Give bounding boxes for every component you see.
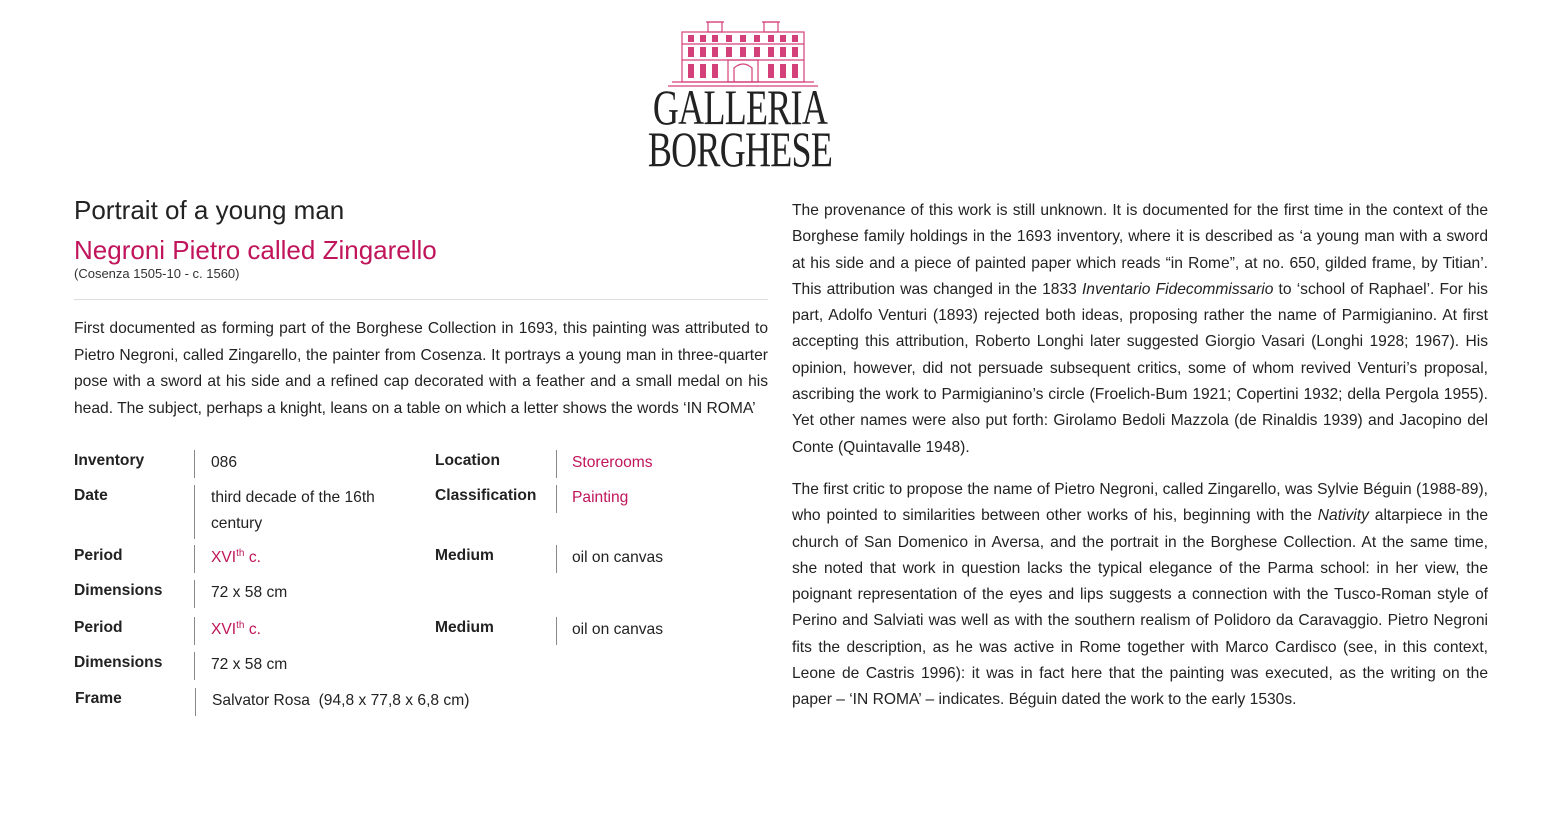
period-sup: th xyxy=(236,547,245,559)
metadata-table xyxy=(74,450,768,720)
separator xyxy=(194,580,195,608)
text-segment: The provenance of this work is still unknown. It is documented for the first time in the context of the Borghese family holdings in the 1693 inventory, where it is described as ‘a young man with a sword at his side and a piece of painted paper which reads “in Rome”, at no. 650, gilded frame, by Titian’. This attribution was changed in the 1833 xyxy=(792,202,1488,298)
artwork-title: Portrait of a young man xyxy=(74,195,345,225)
provenance-text xyxy=(792,198,1488,730)
text-segment: to ‘school of Raphael’. For his part, Adolfo Venturi (1893) rejected both ideas, proposing rather the name of Parmigianino. At first accepting this attribution, Roberto Longhi later suggested Giorgio Vasari (Longhi 1928; 1967). His opinion, however, did not persuade subsequent critics, some of whom revived Venturi’s proposal, ascribing the work to Parmigianino’s circle (Froelich-Bum 1921; Copertini 1932; della Pergola 1955). Yet other names were also put forth: Girolamo Bedoli Mazzola (de Rinaldis 1939) and Jacopino del Conte (Quintavalle 1948). xyxy=(792,280,1488,456)
inventory-label: Inventory xyxy=(74,452,145,469)
artwork-info-panel xyxy=(74,192,768,709)
separator xyxy=(556,485,557,513)
medium-label: Medium xyxy=(435,619,494,636)
separator xyxy=(556,545,557,573)
meta-row-period-2 xyxy=(74,617,768,645)
location-label: Location xyxy=(435,452,500,469)
separator xyxy=(194,617,195,645)
meta-row-frame xyxy=(74,688,768,716)
date-label: Date xyxy=(74,487,108,504)
inventory-value: 086 xyxy=(211,454,238,471)
meta-row-dimensions-2 xyxy=(74,652,768,680)
separator xyxy=(194,450,195,478)
separator xyxy=(194,545,195,573)
provenance-paragraph-2 xyxy=(792,477,1488,714)
classification-link[interactable]: Painting xyxy=(572,489,629,506)
period-base: XVI xyxy=(211,549,237,566)
frame-value: Salvator Rosa (94,8 x 77,8 x 6,8 cm) xyxy=(212,692,470,709)
separator xyxy=(195,688,196,716)
italic-title: Nativity xyxy=(1317,507,1369,525)
separator xyxy=(556,450,557,478)
meta-row-period xyxy=(74,545,768,573)
text-segment: altarpiece in the church of San Domenico in Aversa, and the portrait in the Borghese Collection. At the same time, she noted that work in question lacks the typical elegance of the Parma school: in her view, the poignant representation of the eyes and lips suggests a connection with the Tusco-Roman style of Perino and Salviati was well as with the southern realism of Polidoro da Caravaggio. Pietro Negroni fits the description, as he was active in Rome together with Marco Cardisco (see, in this context, Leone de Castris 1996): it was in fact here that the painting was executed, as the writing on the paper – ‘IN ROMA’ – indicates. Béguin dated the work to the early 1530s. xyxy=(792,507,1488,709)
artwork-description: First documented as forming part of the Borghese Collection in 1693, this painting was attributed to Pietro Negroni, called Zingarello, the painter from Cosenza. It portrays a young man in three-quarter pose with a sword at his side and a refined cap decorated with a feather and a small medal on his head. The subject, perhaps a knight, leans on a table on which a letter shows the words ‘IN ROMA’ xyxy=(74,320,768,417)
meta-row-inventory xyxy=(74,450,768,478)
villa-building-icon xyxy=(668,16,818,88)
period-suffix: c. xyxy=(244,549,261,566)
meta-row-date xyxy=(74,485,768,539)
italic-title: Inventario Fidecommissario xyxy=(1081,280,1274,298)
dimensions-label: Dimensions xyxy=(74,582,163,599)
date-value: third decade of the 16th century xyxy=(211,489,375,532)
period-link[interactable] xyxy=(211,617,261,643)
separator xyxy=(556,617,557,645)
medium-value: oil on canvas xyxy=(572,621,664,638)
separator xyxy=(194,652,195,680)
galleria-borghese-logo[interactable] xyxy=(600,10,880,175)
divider xyxy=(74,299,768,300)
text-segment: The first critic to propose the name of Pietro Negroni, called Zingarello, was Sylvie Béguin (1988-89), who pointed to similarities between other works of his, beginning with the xyxy=(792,480,1488,525)
location-link[interactable]: Storerooms xyxy=(572,454,653,471)
period-suffix: c. xyxy=(244,621,261,638)
medium-label: Medium xyxy=(435,547,494,564)
logo-text-borghese: BORGHESE xyxy=(647,121,833,177)
dimensions-value: 72 x 58 cm xyxy=(211,584,288,601)
period-sup: th xyxy=(236,619,245,631)
logo-text-galleria: GALLERIA xyxy=(652,79,828,135)
artist-name-link[interactable]: Negroni Pietro called Zingarello xyxy=(74,235,437,265)
period-link[interactable] xyxy=(211,545,261,571)
meta-row-dimensions xyxy=(74,580,768,608)
artist-dates: (Cosenza 1505-10 - c. 1560) xyxy=(74,266,240,281)
frame-label: Frame xyxy=(75,690,122,707)
period-label: Period xyxy=(74,547,123,564)
classification-label: Classification xyxy=(435,487,537,504)
dimensions-label: Dimensions xyxy=(74,654,163,671)
provenance-paragraph-1 xyxy=(792,198,1488,461)
dimensions-value: 72 x 58 cm xyxy=(211,656,288,673)
medium-value: oil on canvas xyxy=(572,549,664,566)
period-label: Period xyxy=(74,619,123,636)
period-base: XVI xyxy=(211,621,237,638)
separator xyxy=(194,485,195,539)
